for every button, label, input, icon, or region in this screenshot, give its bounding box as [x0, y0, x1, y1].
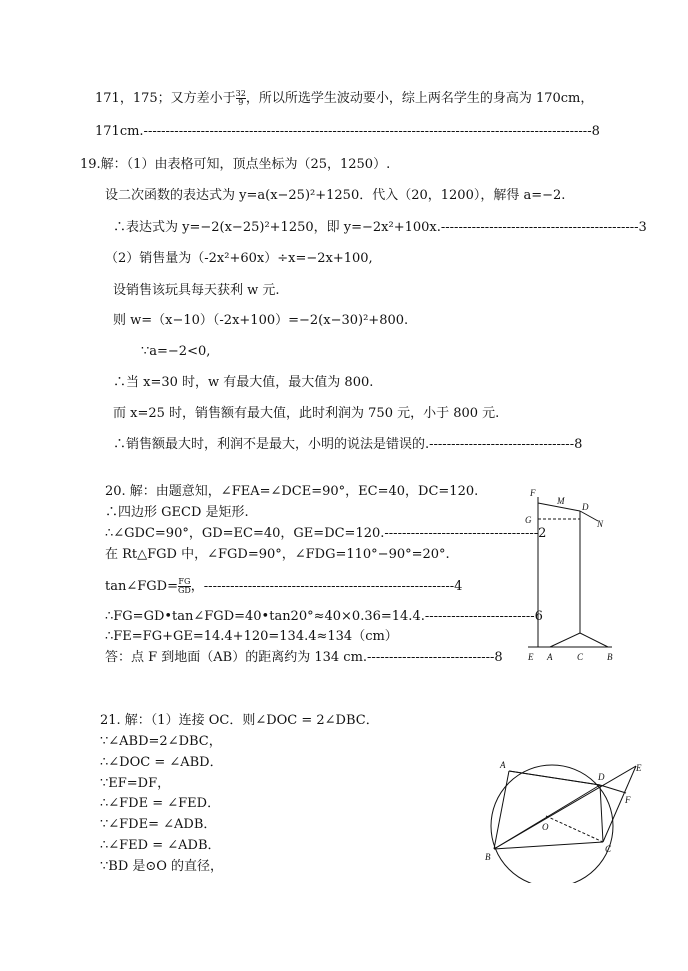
line-08: 则 w=（x−10）（-2x+100）=−2(x−30)²+800.: [113, 313, 409, 328]
line-06: （2）销售量为（-2x²+60x）÷x=−2x+100,: [105, 251, 373, 266]
line-19: ∴FE=FG+GE=14.4+120=134.4≈134（cm）: [105, 629, 398, 644]
line-25: ∴∠FDE = ∠FED．: [100, 796, 221, 811]
line-17: tan∠FGD= $\frac{FG}{GD}$ ，---------------------------------------------------------4: [105, 577, 463, 595]
line-09: ∵a=−2<0,: [141, 344, 211, 359]
line-16: 在 Rt△FGD 中，∠FGD=90°，∠FDG=110°−90°=20°.: [105, 547, 450, 562]
label-e: E: [528, 652, 534, 662]
label-b: B: [607, 652, 613, 662]
label-o: O: [542, 822, 549, 832]
figure-21: [480, 748, 650, 883]
line-26: ∵∠FDE= ∠ADB．: [100, 817, 217, 832]
label-a: A: [500, 760, 506, 770]
fraction-fg-over-gd: $\frac{FG}{GD}$: [177, 577, 191, 595]
line-07: 设销售该玩具每天获利 w 元.: [113, 283, 280, 298]
line-be: [494, 766, 636, 849]
label-d: D: [582, 502, 589, 512]
line-04: 设二次函数的表达式为 y=a(x−25)²+1250．代入（20，1200），解得 a=−2.: [105, 188, 566, 203]
label-c: C: [605, 844, 612, 854]
line-23: ∴∠DOC = ∠ABD．: [100, 755, 223, 770]
line-cb: [580, 633, 608, 647]
line-ab: [494, 771, 509, 849]
label-g: G: [525, 515, 532, 525]
line-ac: [550, 633, 580, 647]
line-11: 而 x=25 时，销售额有最大值，此时利润为 750 元，小于 800 元.: [113, 406, 500, 421]
line-10: ∴当 x=30 时，w 有最大值，最大值为 800.: [113, 375, 374, 390]
line-bc: [494, 842, 603, 849]
line-oc: [546, 816, 603, 842]
line-05: ∴表达式为 y=−2(x−25)²+1250，即 y=−2x²+100x.---------------------------------------------3: [113, 220, 647, 235]
line-18: ∴FG=GD•tan∠FGD=40•tan20°≈40×0.36=14.4.-------------------------6: [105, 609, 543, 624]
line-27: ∴∠FED = ∠ADB．: [100, 838, 221, 853]
line-12: ∴销售额最大时，利润不是最大，小明的说法是错误的.---------------------------------8: [113, 437, 583, 452]
circle-o: [491, 765, 613, 883]
label-c: C: [577, 652, 584, 662]
label-d: D: [598, 772, 605, 782]
label-e: E: [636, 763, 642, 773]
line-ce: [603, 766, 636, 842]
problem-21-heading: 21. 解：（1）连接 OC．则∠DOC = 2∠DBC．: [100, 713, 379, 728]
line-ad-2: [509, 771, 600, 785]
line-20: 答：点 F 到地面（AB）的距离约为 134 cm.-----------------------------8: [105, 650, 503, 665]
problem-19-heading: 19.解：（1）由表格可知，顶点坐标为（25，1250）.: [80, 157, 391, 172]
line-28: ∵BD 是⊙O 的直径，: [100, 859, 224, 874]
line-14: ∴四边形 GECD 是矩形.: [105, 505, 249, 520]
label-f: F: [625, 795, 631, 805]
line-15: ∴∠GDC=90°，GD=EC=40，GE=DC=120.-----------------------------------2: [105, 526, 547, 541]
label-a: A: [547, 652, 553, 662]
line-dc: [600, 785, 603, 842]
label-m: M: [557, 496, 565, 506]
line-dn: [580, 511, 598, 521]
line-22: ∵∠ABD=2∠DBC，: [100, 734, 222, 749]
label-f: F: [530, 488, 536, 498]
problem-20-heading: 20. 解：由题意知，∠FEA=∠DCE=90°，EC=40，DC=120.: [105, 484, 479, 499]
figure-20: [520, 483, 620, 668]
line-df: [600, 785, 626, 793]
line-24: ∵EF=DF，: [100, 776, 171, 791]
label-b: B: [485, 852, 491, 862]
fraction-32-over-9: $\frac{32}{9}$: [235, 89, 246, 107]
label-n: N: [597, 519, 604, 529]
line-02: 171cm.------------------------------------------------------------------------------------------------------8: [95, 124, 600, 139]
line-01: 171，175；又方差小于 $\frac{32}{9}$ ，所以所选学生波动要小，综上两名学生的身高为 170cm，: [95, 89, 594, 107]
